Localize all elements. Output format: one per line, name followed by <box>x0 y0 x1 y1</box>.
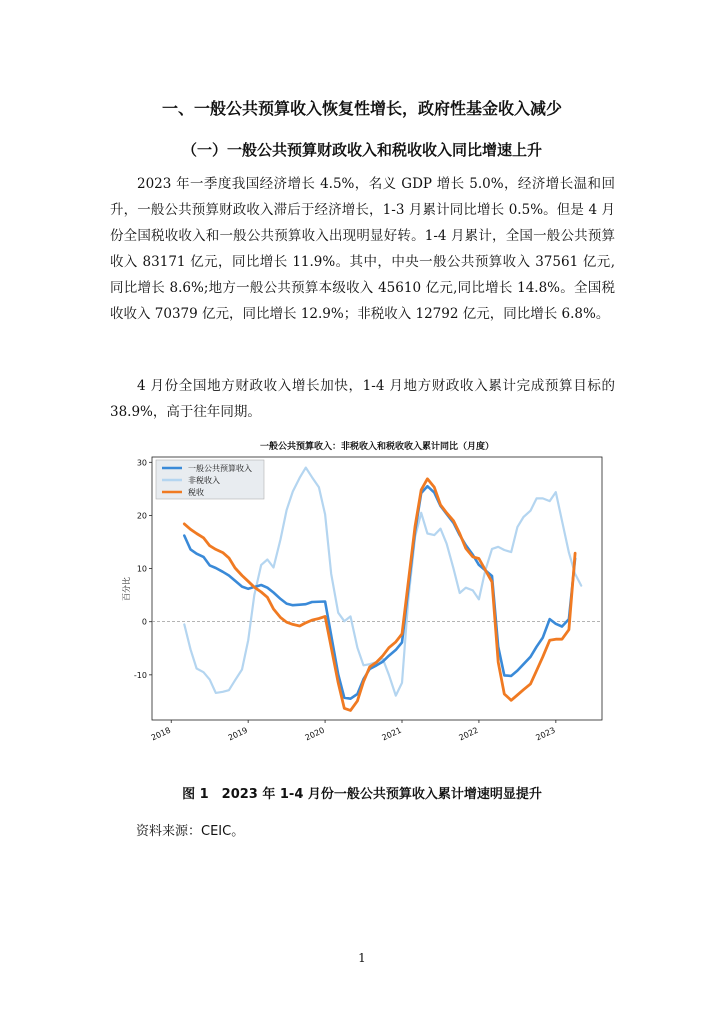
line-chart <box>112 435 612 755</box>
y-axis <box>134 458 152 680</box>
legend-label-tax: 税收 <box>188 488 204 497</box>
y-tick-label: -10 <box>133 670 147 680</box>
legend-label-nontax: 非税收入 <box>188 476 220 485</box>
x-tick-label: 2019 <box>226 725 249 743</box>
chart-title: 一般公共预算收入：非税收入和税收收入累计同比（月度） <box>259 442 495 452</box>
x-tick-label: 2018 <box>149 725 173 743</box>
subsection-heading: （一）一般公共预算财政收入和税收收入同比增速上升 <box>181 141 542 159</box>
x-tick-label: 2023 <box>534 725 557 743</box>
body-paragraph-2: 4 月份全国地方财政收入增长加快，1-4 月地方财政收入累计完成预算目标的 38.9%，高于往年同期。 <box>110 378 615 420</box>
x-tick-label: 2022 <box>457 725 480 743</box>
x-tick-label: 2021 <box>380 725 403 743</box>
legend <box>156 460 264 499</box>
page-number: 1 <box>358 951 366 965</box>
body-paragraph-1: 2023 年一季度我国经济增长 4.5%，名义 GDP 增长 5.0%，经济增长温和回升，一般公共预算财政收入滞后于经济增长，1-3 月累计同比增长 0.5%。但是 4 月份全国税收收入和一般公共预算收入出现明显好转。1-4 月累计，全国一般公共预算收入 83171 亿元，同比增长 11.9%。其中，中央一般公共预算收入 37561 亿元,同比增长 8.6%;地方一般公共预算本级收入 45610 亿元,同比增长 14.8%。全国税收收入 70379 亿元，同比增长 12.9%；非税收入 12792 亿元，同比增长 6.8%。 <box>110 176 615 322</box>
y-axis-label: 百分比 <box>122 577 131 601</box>
legend-label-general: 一般公共预算收入 <box>188 464 252 473</box>
x-axis <box>150 720 557 742</box>
figure-caption: 图 1 2023 年 1-4 月份一般公共预算收入累计增速明显提升 <box>182 787 542 802</box>
y-tick-label: 10 <box>136 564 147 574</box>
y-tick-label: 20 <box>136 511 147 521</box>
series-line-tax <box>184 479 575 711</box>
section-heading: 一、一般公共预算收入恢复性增长，政府性基金收入减少 <box>161 99 562 118</box>
x-tick-label: 2020 <box>303 725 326 743</box>
series-layer <box>184 468 581 711</box>
data-source: 资料来源：CEIC。 <box>136 824 245 839</box>
y-tick-label: 30 <box>136 458 147 468</box>
y-tick-label: 0 <box>141 617 147 627</box>
